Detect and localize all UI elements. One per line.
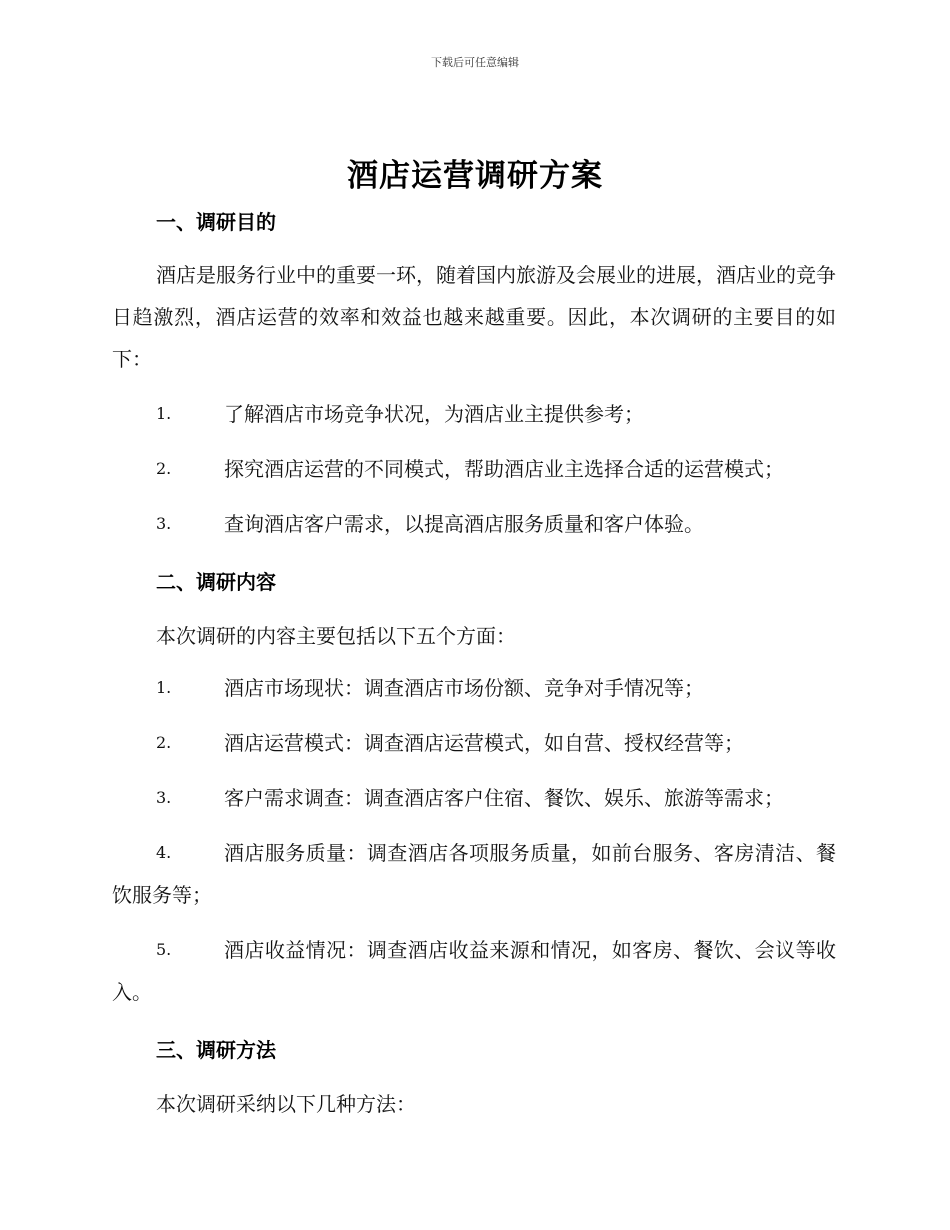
list-item-text: 了解酒店市场竞争状况，为酒店业主提供参考； xyxy=(224,402,644,426)
list-item xyxy=(112,722,836,764)
list-item-number: 3. xyxy=(156,788,172,807)
list-item-text: 酒店服务质量：调查酒店各项服务质量，如前台服务、客房清洁、餐饮服务等； xyxy=(112,841,836,907)
list-item-number: 2. xyxy=(156,459,172,478)
header-note: 下载后可任意编辑 xyxy=(431,56,519,69)
list-item-text: 客户需求调查：调查酒店客户住宿、餐饮、娱乐、旅游等需求； xyxy=(224,786,784,810)
list-item-text: 酒店市场现状：调查酒店市场份额、竞争对手情况等； xyxy=(224,676,704,700)
list-item-number: 1. xyxy=(156,404,172,423)
section-heading-content: 二、调研内容 xyxy=(156,570,276,594)
list-item xyxy=(112,503,836,545)
list-item-number: 2. xyxy=(156,733,172,752)
list-item xyxy=(112,667,836,709)
list-item-number: 4. xyxy=(156,843,172,862)
list-item xyxy=(112,929,836,1013)
purpose-paragraph: 酒店是服务行业中的重要一环，随着国内旅游及会展业的进展，酒店业的竞争日趋激烈，酒店运营的效率和效益也越来越重要。因此，本次调研的主要目的如下： xyxy=(112,263,836,371)
list-item xyxy=(112,393,836,435)
section-heading-method: 三、调研方法 xyxy=(156,1038,276,1062)
content-intro: 本次调研的内容主要包括以下五个方面： xyxy=(156,624,516,648)
document-title: 酒店运营调研方案 xyxy=(347,158,603,194)
list-item xyxy=(112,448,836,490)
list-item-number: 3. xyxy=(156,514,172,533)
list-item-text: 酒店收益情况：调查酒店收益来源和情况，如客房、餐饮、会议等收入。 xyxy=(112,938,836,1004)
method-intro: 本次调研采纳以下几种方法： xyxy=(156,1092,416,1116)
list-item xyxy=(112,832,836,916)
list-item-text: 探究酒店运营的不同模式，帮助酒店业主选择合适的运营模式； xyxy=(224,457,784,481)
section-heading-purpose: 一、调研目的 xyxy=(156,210,276,234)
list-item-number: 5. xyxy=(156,940,172,959)
list-item xyxy=(112,777,836,819)
list-item-number: 1. xyxy=(156,678,172,697)
list-item-text: 查询酒店客户需求，以提高酒店服务质量和客户体验。 xyxy=(224,512,704,536)
list-item-text: 酒店运营模式：调查酒店运营模式，如自营、授权经营等； xyxy=(224,731,744,755)
